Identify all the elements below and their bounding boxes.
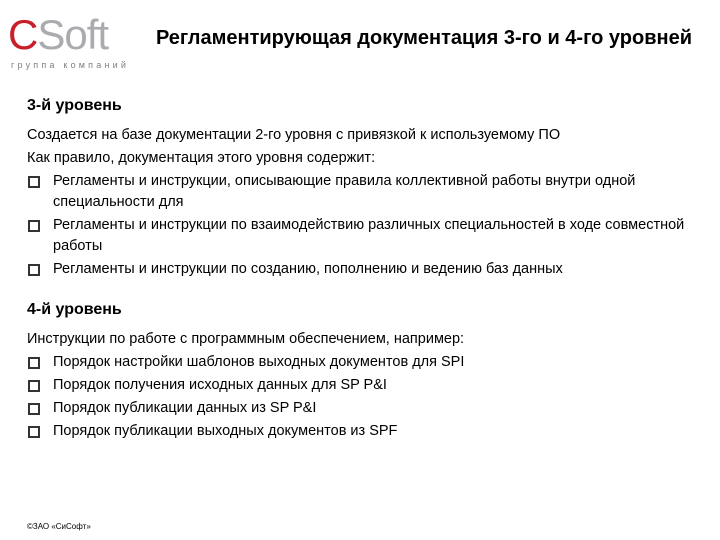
bullet-text: Порядок публикации выходных документов из SPF [53,423,398,439]
copyright-footer: ©ЗАО «СиСофт» [27,522,91,531]
checkbox-bullet-icon [28,220,40,232]
level3-line: Как правило, документация этого уровня содержит: [27,150,376,166]
bullet-text: Регламенты и инструкции по взаимодействию различных специальностей в ходе совместной работы [53,217,685,254]
bullet-text: Регламенты и инструкции, описывающие правила коллективной работы внутри одной специальности для [53,173,636,210]
level3-heading: 3-й уровень [27,97,122,114]
slide-title: Регламентирующая документация 3-го и 4-го уровней [155,27,693,49]
logo-wordmark [8,11,138,58]
logo-letters: Soft [37,11,109,58]
level3-bullet [27,215,707,257]
level4-bullet [27,352,707,373]
level3-bullet [27,259,707,280]
checkbox-bullet-icon [28,403,40,415]
slide-content [27,94,707,444]
checkbox-bullet-icon [28,357,40,369]
checkbox-bullet-icon [28,176,40,188]
csoft-logo [8,11,138,78]
logo-subtitle: группа компаний [11,60,130,70]
level3-bullet [27,171,707,213]
level4-line: Инструкции по работе с программным обеспечением, например: [27,331,465,347]
bullet-text: Регламенты и инструкции по созданию, пополнению и ведению баз данных [53,261,563,277]
checkbox-bullet-icon [28,426,40,438]
level4-bullet [27,398,707,419]
bullet-text: Порядок получения исходных данных для SP P&I [53,377,387,393]
checkbox-bullet-icon [28,380,40,392]
checkbox-bullet-icon [28,264,40,276]
level4-bullet [27,421,707,442]
logo-letter-c: C [8,11,38,58]
bullet-text: Порядок публикации данных из SP P&I [53,400,317,416]
level3-line: Создается на базе документации 2-го уровня с привязкой к используемому ПО [27,127,561,143]
bullet-text: Порядок настройки шаблонов выходных документов для SPI [53,354,465,370]
level4-bullet [27,375,707,396]
level4-heading: 4-й уровень [27,301,122,318]
